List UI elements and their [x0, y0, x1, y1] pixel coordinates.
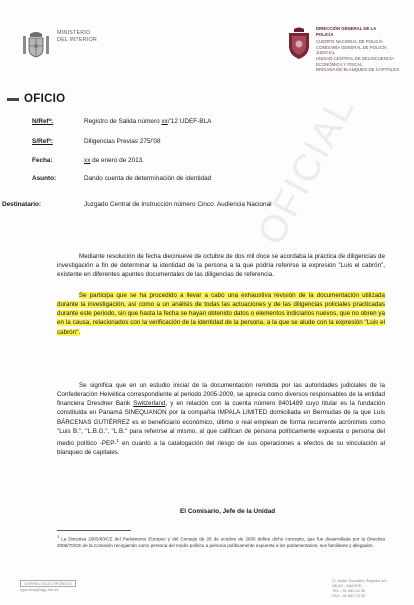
ministry-line-1: MINISTERIO [57, 30, 91, 36]
highlighted-text: Se participa que se ha procedido a llevar a cabo una exhaustiva revisión de la documentación utilizada durante la investigación, así como a un análisis de todas las actuaciones y de las diligencias policiales practicadas durante este periodo, sin que hasta la fecha se hayan obtenido datos o elementos indiciarios nuevos, que no obren ya en la causa, relacionados con la verificación de la identidad de la persona, a la que se alude con la expresión "Luis el cabrón". [57, 292, 385, 336]
police-line-3: CUERPO NACIONAL DE POLICÍA [316, 39, 383, 45]
footer-phone: TEL.: 91 582 24 36 [332, 588, 366, 593]
watermark: OFICIAL [250, 89, 364, 252]
footer-contact [20, 580, 76, 592]
ministry-header [20, 28, 97, 60]
footer-fax: FAX.: 91 582 23 30 [332, 593, 366, 598]
paragraph-3-part-b: , y en relación con la cuenta número 8401489 cuyo titular es la fundación constituida en Panamá SINEQUANON por la compañía IMPALA LIMITED domiciliada en Bermudas de la que Luis BÁRCENAS GUTIÉRREZ es el beneficiario económico, último o real emplean de forma recurrente acrónimos como "Luis B.", "L.B.G.", "L.B." para referirse al mismo, al que califican de persona políticamente expuesta o persona del medio político -PEP- [57, 400, 385, 448]
paragraph-3 [57, 381, 385, 457]
page-title: OFICIO [24, 93, 66, 105]
footnote-divider [57, 530, 131, 531]
asunto-label: Asunto: [32, 175, 57, 182]
footnote-number: 1 [57, 535, 60, 539]
destinatario-value: Juzgado Central de Instrucción número Cinco. Audiencia Nacional [84, 201, 272, 208]
footnote [57, 534, 385, 549]
police-department-lines [316, 26, 399, 73]
police-line-4: COMISARÍA GENERAL DE POLICÍA [316, 44, 387, 50]
fecha-redacted: xx [84, 157, 91, 164]
nref-value-suffix: /'12 UDEF-BLA [167, 118, 212, 125]
destinatario-label: Destinatario: [2, 201, 42, 208]
sref-value: Diligencias Previas 275/'08 [84, 138, 161, 145]
footer-email: ugsl.blnq@dgp.mir.es [20, 587, 59, 592]
fecha-label: Fecha: [32, 157, 53, 164]
fecha-value-suffix: de enero de 2013. [90, 157, 145, 164]
footnote-text: La Directiva 2005/60/CE del Parlamento Europeo y del Consejo de 26 de octubre de 2005 define dicho concepto, que fue desarrollada por la Directiva 2006/70/CE de la Comisión recogiendo como persona del medio político a persona políticamente expuesta a los parlamentarios, sus familiares y allegados. [57, 536, 385, 548]
ministry-line-2: DEL INTERIOR [57, 37, 97, 43]
police-line-2: POLICÍA [316, 31, 334, 37]
footer-email-label: CORREO ELECTRÓNICO [20, 580, 76, 587]
paragraph-3-part-c: en cuanto a la catalogación del riesgo de sus operaciones a efectos de su vinculación al blanqueo de capitales. [57, 440, 386, 457]
footnote-reference: 1 [116, 437, 119, 443]
paragraph-2-highlighted [57, 291, 385, 337]
nref-value-prefix: Registro de Salida número [84, 118, 162, 125]
police-line-1: DIRECCIÓN GENERAL DE LA [316, 26, 377, 31]
ministry-name [57, 30, 97, 44]
nref-value [84, 118, 211, 126]
police-line-5: JUDICIAL [316, 50, 336, 56]
footer-address [332, 578, 387, 598]
nref-label: N/Refª: [32, 118, 54, 125]
coat-of-arms-icon [20, 28, 52, 60]
footer-address-line-2: 28043 - MADRID [332, 583, 362, 588]
asunto-value: Dando cuenta de determinación de identidad [84, 175, 212, 182]
police-header [286, 26, 399, 73]
footer-address-line-1: C/ Julián González Segador s/n [332, 578, 387, 583]
paragraph-3-part-a: Se significa que en un estudio inicial de la documentación remitida por las autoridades judiciales de la Confederación Helvética correspondiente al periodo 2005-2009, se aprecia como diversos responsables de la entidad financiera Dresdner Bank [57, 382, 385, 408]
fecha-value [84, 157, 144, 165]
title-marker [7, 98, 19, 101]
paragraph-1: Mediante resolución de fecha diecinueve de octubre de dos mil doce se acordaba la práctica de diligencias de investigación a fin de determinar la identidad de la persona a la que podría referirse la expresión "Luis el cabrón", existente en diferentes apuntes documentales de las diligencias de referencia. [57, 253, 385, 279]
nref-redacted: xx [161, 118, 168, 125]
signature-line: El Comisario, Jefe de la Unidad [180, 508, 276, 515]
police-badge-icon [286, 26, 312, 60]
paragraph-3-switzerland: Switzerland [133, 400, 166, 408]
sref-label: S/Refª: [32, 138, 53, 145]
police-line-8: BRIGADA DE BLANQUEO DE CAPITALES [316, 67, 400, 73]
police-line-7: ECONÓMICA Y FISCAL [316, 61, 363, 67]
police-line-6: UNIDAD CENTRAL DE DELINCUENCIA [316, 55, 394, 61]
